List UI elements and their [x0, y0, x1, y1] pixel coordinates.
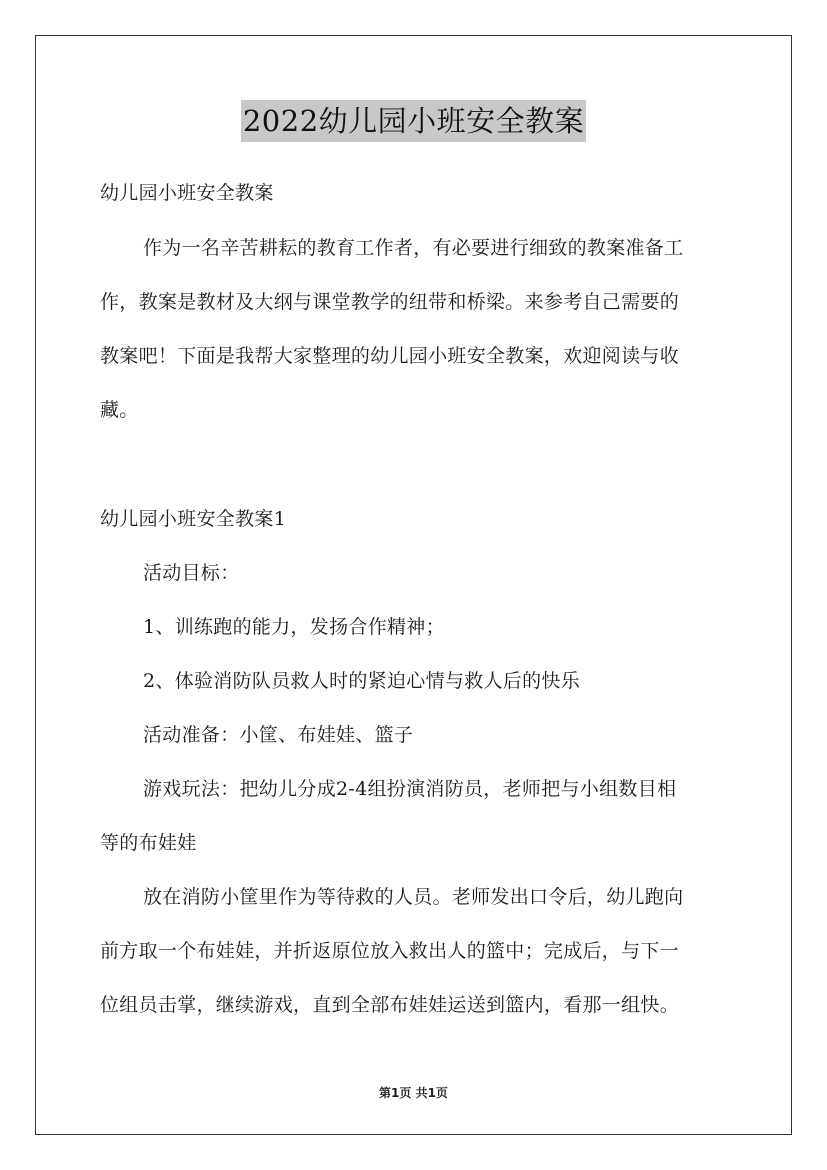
- page-footer: 第1页 共1页: [379, 1086, 448, 1100]
- game-rules-line: 游戏玩法：把幼儿分成2-4组扮演消防员，老师把与小组数目相: [143, 778, 677, 800]
- paragraph-line: 教案吧！下面是我帮大家整理的幼儿园小班安全教案，欢迎阅读与收: [100, 345, 680, 367]
- paragraph-line: 位组员击掌，继续游戏，直到全部布娃娃运送到篮内，看那一组快。: [100, 994, 680, 1016]
- paragraph-line: 藏。: [100, 399, 139, 421]
- goal-item: 2、体验消防队员救人时的紧迫心情与救人后的快乐: [143, 670, 580, 692]
- paragraph-line: 作为一名辛苦耕耘的教育工作者，有必要进行细致的教案准备工: [143, 237, 684, 259]
- game-rules-line: 等的布娃娃: [100, 832, 197, 854]
- section-heading-intro: 幼儿园小班安全教案: [100, 182, 274, 204]
- document-title: 2022幼儿园小班安全教案: [241, 100, 586, 142]
- paragraph-line: 放在消防小筐里作为等待救的人员。老师发出口令后，幼儿跑向: [143, 886, 684, 908]
- activity-prep: 活动准备：小筐、布娃娃、篮子: [143, 724, 414, 746]
- section-heading-lesson-1: 幼儿园小班安全教案1: [100, 508, 287, 530]
- paragraph-line: 作，教案是教材及大纲与课堂教学的纽带和桥梁。来参考自己需要的: [100, 291, 680, 313]
- activity-goals-label: 活动目标：: [143, 562, 240, 584]
- goal-item: 1、训练跑的能力，发扬合作精神；: [143, 616, 445, 638]
- paragraph-line: 前方取一个布娃娃，并折返原位放入救出人的篮中；完成后，与下一: [100, 940, 680, 962]
- title-container: [0, 100, 827, 142]
